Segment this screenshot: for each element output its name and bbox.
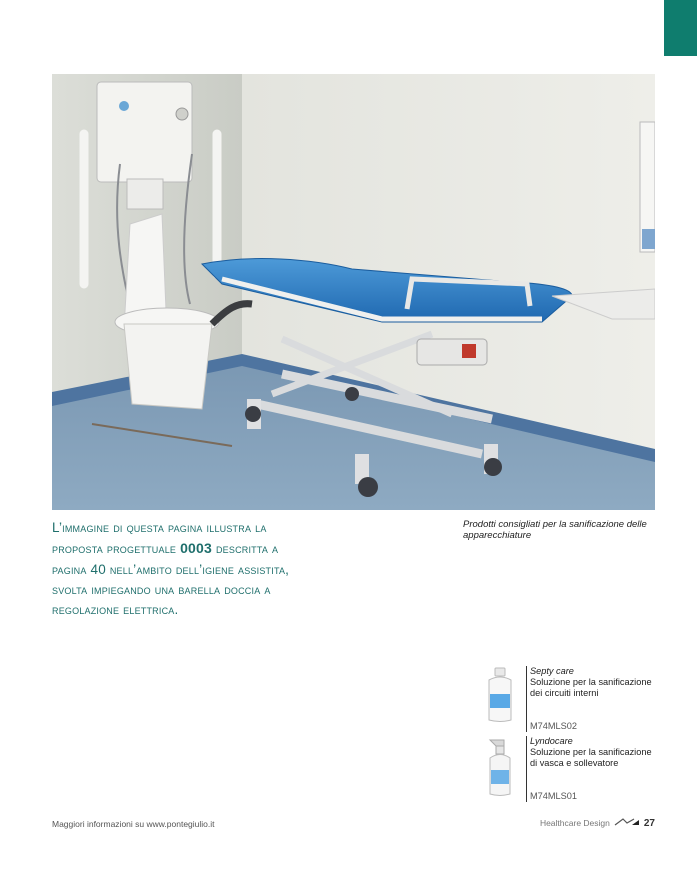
page-footer (540, 817, 655, 829)
product-info (526, 666, 660, 732)
photo-caption (52, 518, 312, 620)
product-name: Lyndocare (530, 736, 573, 746)
product-description: Soluzione per la sanificazione di vasca e sollevatore (530, 747, 652, 768)
section-name: Healthcare Design (539, 818, 610, 828)
spray-bottle-icon (480, 736, 520, 800)
caption-text-start: L’immagine di questa pagina illustra la proposta progettuale (52, 520, 267, 557)
product-code: M74MLS02 (530, 721, 577, 731)
bathroom-photo (52, 74, 655, 510)
page-number: 27 (643, 817, 655, 829)
product-description: Soluzione per la sanificazione dei circuiti interni (530, 677, 652, 698)
product-name: Septy care (530, 666, 574, 676)
brand-logo-icon (614, 817, 640, 829)
recommended-products-title: Prodotti consigliati per la sanificazione delle apparecchiature (463, 519, 647, 541)
bottle-icon (480, 666, 520, 730)
caption-text-end: descritta a pagina 40 nell’ambito dell’igiene assistita, svolta impiegando una barella doccia a regolazione elettrica. (52, 541, 290, 618)
section-tab (664, 0, 697, 56)
project-code: 0003 (180, 540, 213, 557)
product-code: M74MLS01 (530, 791, 577, 801)
product-info (526, 736, 660, 802)
website-link[interactable]: Maggiori informazioni su www.pontegiulio.it (52, 819, 215, 829)
